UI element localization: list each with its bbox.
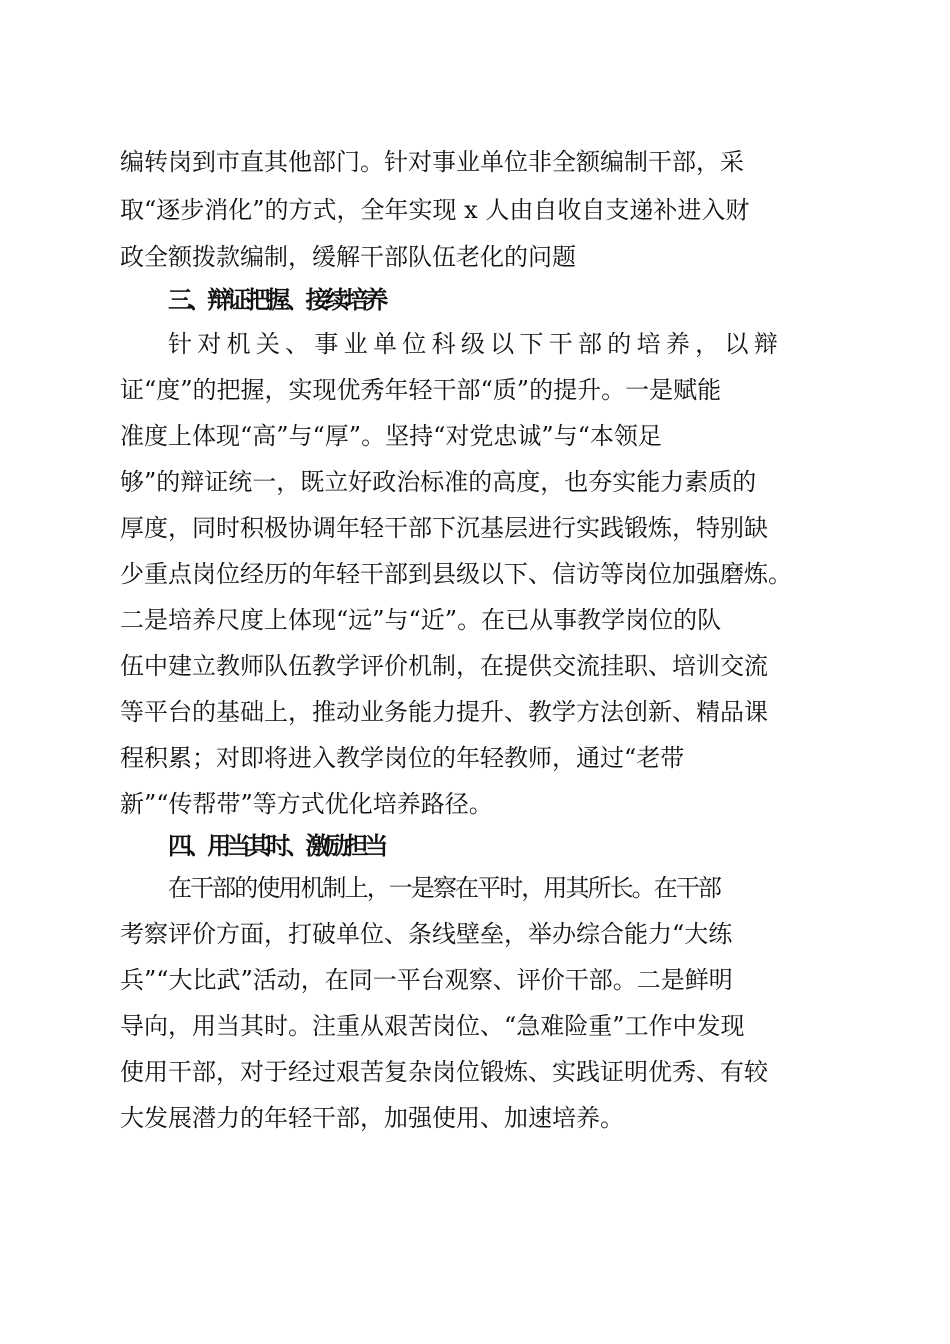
text-line: 导向，用当其时。注重从艰苦岗位、“急难险重”工作中发现 (120, 1012, 745, 1040)
text-line: 新”“传帮带”等方式优化培养路径。 (120, 790, 493, 818)
section-heading-4: 四、用当其时、激励担当 (168, 832, 384, 860)
section-heading-3: 三、辩证把握、接续培养 (168, 286, 384, 314)
text-line: 少重点岗位经历的年轻干部到县级以下、信访等岗位加强磨炼。 (120, 560, 792, 588)
text-line: 程积累；对即将进入教学岗位的年轻教师，通过“老带 (120, 744, 685, 772)
text-line: 大发展潜力的年轻干部，加强使用、加速培养。 (120, 1104, 624, 1132)
text-line: 准度上体现“高”与“厚”。坚持“对党忠诚”与“本领足 (120, 422, 662, 450)
text-line: 政全额拨款编制，缓解干部队伍老化的问题 (120, 243, 576, 271)
text-line: 兵”“大比武”活动，在同一平台观察、评价干部。二是鲜明 (120, 966, 733, 994)
text-line: 针 对 机 关 、 事 业 单 位 科 级 以 下 干 部 的 培 养 ， 以 辩 (168, 330, 777, 358)
text-line: 够”的辩证统一，既立好政治标准的高度，也夯实能力素质的 (120, 468, 757, 496)
text-line: 伍中建立教师队伍教学评价机制，在提供交流挂职、培训交流 (120, 652, 768, 680)
text-line: 证“度”的把握，实现优秀年轻干部“质”的提升。一是赋能 (120, 376, 722, 404)
text-line: 厚度，同时积极协调年轻干部下沉基层进行实践锻炼，特别缺 (120, 514, 768, 542)
text-line: 使用干部，对于经过艰苦复杂岗位锻炼、实践证明优秀、有较 (120, 1058, 768, 1086)
text-line: 在干部的使用机制上，一是察在平时，用其所长。在干部 (168, 874, 720, 902)
text-line: 编转岗到市直其他部门。针对事业单位非全额编制干部，采 (120, 148, 744, 176)
text-line: 二是培养尺度上体现“远”与“近”。在已从事教学岗位的队 (120, 606, 722, 634)
text-line: 取“逐步消化”的方式，全年实现 x 人由自收自支递补进入财 (120, 196, 750, 224)
text-line: 考察评价方面，打破单位、条线壁垒，举办综合能力“大练 (120, 920, 733, 948)
text-line: 等平台的基础上，推动业务能力提升、教学方法创新、精品课 (120, 698, 768, 726)
